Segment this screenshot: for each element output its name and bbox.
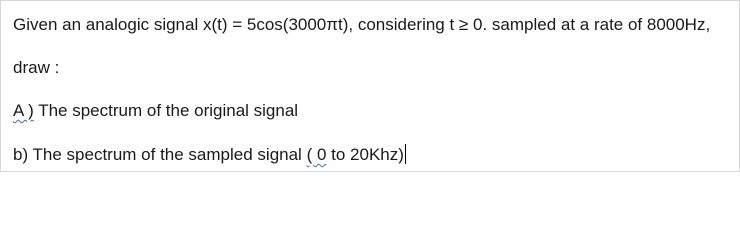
question-item-a xyxy=(13,100,298,122)
item-b-text-end: to 20Khz) xyxy=(326,145,404,164)
text-cursor xyxy=(405,144,406,164)
item-a-text: The spectrum of the original signal xyxy=(33,101,299,120)
question-line-2: draw : xyxy=(13,58,60,77)
question-item-b xyxy=(13,144,406,166)
question-line-1: Given an analogic signal x(t) = 5cos(3000πt), considering t ≥ 0. sampled at a rate of 8000Hz, xyxy=(13,15,711,34)
item-b-text-start: b) The spectrum of the sampled signal xyxy=(13,145,307,164)
grammar-flagged-text[interactable]: A ) xyxy=(13,101,34,120)
grammar-flagged-text[interactable]: ( 0 xyxy=(306,145,327,164)
